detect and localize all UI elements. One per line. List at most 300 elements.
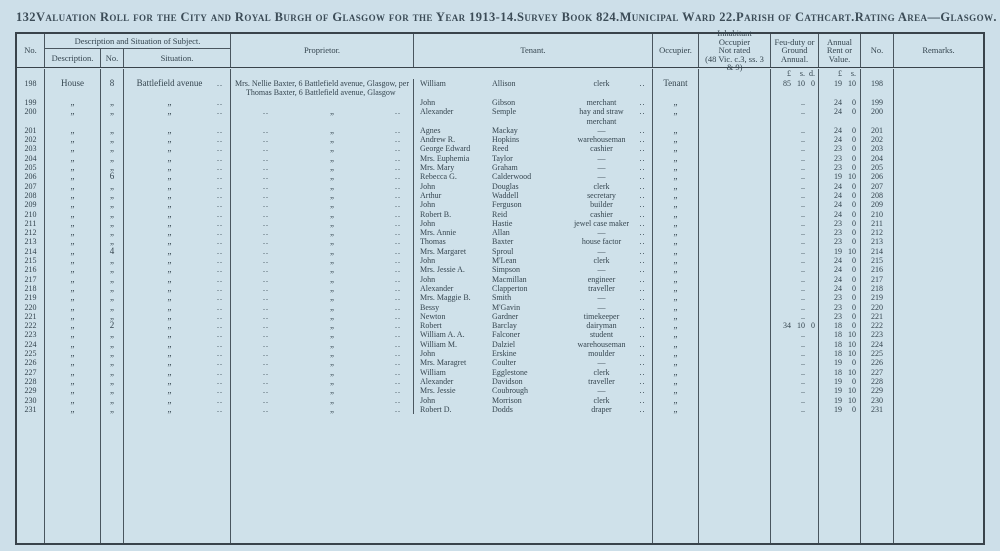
- cell-tenant-forename: Alexander: [413, 377, 490, 386]
- cell-entry-no-right: 207: [860, 182, 893, 191]
- cell-remarks: [893, 368, 983, 377]
- cell-description: „: [44, 247, 100, 256]
- cell-tenant-dots: ..: [639, 330, 646, 340]
- cell-occupier: „: [652, 303, 698, 312]
- cell-description: „: [44, 144, 100, 153]
- cell-tenant-forename: Mrs. Euphemia: [413, 154, 490, 163]
- cell-entry-no-right: 202: [860, 135, 893, 144]
- cell-annual-rent: 24 0: [818, 200, 860, 209]
- cell-tenant-surname: Egglestone: [492, 367, 528, 377]
- cell-description: „: [44, 340, 100, 349]
- cell-annual-rent: 24 0: [818, 210, 860, 219]
- cell-situation-dots: ..: [217, 144, 223, 154]
- cell-annual-rent: 19 0: [818, 358, 860, 367]
- cell-tenant-occupation: builder: [590, 200, 613, 210]
- table-row: [17, 182, 983, 191]
- cell-street-no: „: [100, 303, 123, 312]
- cell-street-no: „: [100, 396, 123, 405]
- cell-tenant-surname: Dalziel: [492, 339, 516, 349]
- page-number: 132: [16, 9, 36, 24]
- table-row: [17, 321, 983, 330]
- cell-description: „: [44, 293, 100, 302]
- cell-tenant-occupation: warehouseman: [577, 135, 626, 145]
- cell-occupier: „: [652, 126, 698, 135]
- page-header: [0, 0, 1000, 32]
- cell-situation-dots: ..: [217, 125, 223, 135]
- cell-street-no: „: [100, 405, 123, 414]
- cell-tenant-occupation: —: [597, 265, 606, 275]
- cell-tenant-forename: John: [413, 349, 490, 358]
- cell-occupier: „: [652, 228, 698, 237]
- table-row: [17, 98, 983, 107]
- cell-street-no: „: [100, 219, 123, 228]
- cell-tenant-surname: Coulter: [492, 358, 516, 368]
- cell-proprietor: .. „ ..: [230, 107, 413, 126]
- cell-tenant-occupation: merchant: [586, 98, 617, 107]
- cell-description: „: [44, 200, 100, 209]
- cell-tenant-forename: John: [413, 98, 490, 107]
- cell-entry-no-right: 198: [860, 79, 893, 98]
- cell-tenant-forename: William M.: [413, 340, 490, 349]
- cell-entry-no: 199: [24, 98, 37, 107]
- cell-proprietor: .. „ ..: [230, 293, 413, 302]
- cell-occupier: „: [652, 154, 698, 163]
- header-no-2: No.: [860, 34, 893, 67]
- cell-situation: „: [123, 312, 215, 321]
- cell-description: „: [44, 182, 100, 191]
- cell-inhabitant-occupier: [698, 182, 770, 191]
- cell-annual-rent: 24 0: [818, 107, 860, 126]
- cell-tenant-occupation: clerk: [593, 79, 610, 88]
- cell-situation: „: [123, 172, 215, 181]
- cell-tenant-dots: ..: [639, 321, 646, 331]
- cell-proprietor: .. „ ..: [230, 349, 413, 358]
- cell-entry-no: 219: [24, 293, 37, 303]
- cell-inhabitant-occupier: [698, 293, 770, 302]
- table-row: [17, 358, 983, 367]
- cell-inhabitant-occupier: [698, 247, 770, 256]
- cell-occupier: „: [652, 284, 698, 293]
- cell-tenant-forename: Mrs. Maggie B.: [413, 293, 490, 302]
- cell-tenant-forename: Mrs. Jessie: [413, 386, 490, 395]
- cell-proprietor: .. „ ..: [230, 284, 413, 293]
- cell-situation: „: [123, 349, 215, 358]
- cell-description: „: [44, 349, 100, 358]
- valuation-table: [15, 28, 985, 545]
- cell-inhabitant-occupier: [698, 330, 770, 339]
- cell-tenant-forename: John: [413, 200, 490, 209]
- cell-situation: „: [123, 144, 215, 153]
- cell-tenant-dots: ..: [639, 209, 646, 219]
- cell-occupier: „: [652, 163, 698, 172]
- cell-tenant-surname: Reed: [492, 144, 509, 154]
- cell-feu-duty: ..: [770, 237, 818, 246]
- cell-proprietor: .. „ ..: [230, 312, 413, 321]
- cell-description: „: [44, 358, 100, 367]
- cell-occupier: „: [652, 98, 698, 107]
- cell-inhabitant-occupier: [698, 265, 770, 274]
- table-header: [17, 28, 983, 73]
- cell-entry-no-right: 227: [860, 368, 893, 377]
- cell-entry-no-right: 200: [860, 107, 893, 126]
- cell-entry-no: 229: [24, 386, 37, 396]
- cell-inhabitant-occupier: [698, 200, 770, 209]
- cell-street-no: „: [100, 377, 123, 386]
- cell-tenant-surname: M'Lean: [492, 256, 517, 266]
- cell-tenant-occupation: house factor: [581, 237, 622, 247]
- cell-tenant-surname: Gardner: [492, 311, 519, 321]
- cell-tenant-dots: ..: [639, 404, 646, 414]
- cell-situation-dots: ..: [217, 274, 223, 284]
- cell-occupier: „: [652, 293, 698, 302]
- cell-feu-duty: ..: [770, 135, 818, 144]
- cell-street-no: „: [100, 163, 123, 172]
- cell-street-no: „: [100, 210, 123, 219]
- cell-tenant-occupation: —: [597, 153, 606, 163]
- cell-tenant-surname: Semple: [492, 107, 516, 117]
- cell-annual-rent: 18 10: [818, 349, 860, 358]
- cell-occupier: „: [652, 200, 698, 209]
- cell-tenant-occupation: clerk: [593, 256, 610, 266]
- cell-street-no: 8: [100, 79, 123, 98]
- cell-description: „: [44, 284, 100, 293]
- cell-annual-rent: 24 0: [818, 275, 860, 284]
- cell-entry-no-right: 209: [860, 200, 893, 209]
- cell-tenant-dots: ..: [639, 181, 646, 191]
- cell-occupier: „: [652, 368, 698, 377]
- cell-entry-no: 217: [24, 274, 37, 284]
- cell-feu-duty: ..: [770, 293, 818, 302]
- cell-description: „: [44, 135, 100, 144]
- cell-situation: „: [123, 219, 215, 228]
- cell-description: „: [44, 377, 100, 386]
- table-row: [17, 228, 983, 237]
- cell-annual-rent: 19 10: [818, 386, 860, 395]
- cell-tenant-forename: Newton: [413, 312, 490, 321]
- cell-tenant-occupation: draper: [591, 404, 612, 414]
- cell-entry-no-right: 217: [860, 275, 893, 284]
- cell-feu-duty: ..: [770, 405, 818, 414]
- cell-annual-rent: 24 0: [818, 256, 860, 265]
- cell-inhabitant-occupier: [698, 154, 770, 163]
- table-row: [17, 219, 983, 228]
- cell-situation-dots: ..: [217, 209, 223, 219]
- cell-street-no: „: [100, 200, 123, 209]
- cell-occupier: „: [652, 135, 698, 144]
- cell-description: „: [44, 303, 100, 312]
- cell-tenant-dots: ..: [639, 386, 646, 396]
- cell-tenant-occupation: —: [597, 386, 606, 396]
- cell-entry-no: 222: [24, 321, 37, 331]
- cell-feu-duty: ..: [770, 349, 818, 358]
- cell-tenant-surname: Mackay: [492, 125, 518, 135]
- cell-entry-no-right: 223: [860, 330, 893, 339]
- cell-street-no: „: [100, 312, 123, 321]
- cell-tenant-dots: ..: [639, 274, 646, 284]
- cell-entry-no-right: 231: [860, 405, 893, 414]
- cell-entry-no-right: 199: [860, 98, 893, 107]
- rent-units: £ s.: [818, 69, 860, 79]
- cell-annual-rent: 23 0: [818, 293, 860, 302]
- cell-feu-duty: ..: [770, 210, 818, 219]
- cell-tenant-forename: William: [413, 79, 490, 98]
- cell-street-no: „: [100, 98, 123, 107]
- cell-inhabitant-occupier: [698, 135, 770, 144]
- cell-remarks: [893, 172, 983, 181]
- cell-proprietor: .. „ ..: [230, 247, 413, 256]
- cell-feu-duty: ..: [770, 275, 818, 284]
- cell-tenant-forename: John: [413, 275, 490, 284]
- cell-remarks: [893, 98, 983, 107]
- cell-entry-no-right: 222: [860, 321, 893, 330]
- header-proprietor: Proprietor.: [230, 34, 413, 67]
- cell-occupier: „: [652, 210, 698, 219]
- cell-inhabitant-occupier: [698, 98, 770, 107]
- cell-feu-duty: ..: [770, 126, 818, 135]
- table-row: [17, 200, 983, 209]
- cell-annual-rent: 24 0: [818, 182, 860, 191]
- cell-entry-no-right: 215: [860, 256, 893, 265]
- header-feu-duty: Feu-duty or Ground Annual.: [770, 34, 818, 67]
- cell-street-no: „: [100, 340, 123, 349]
- cell-entry-no-right: 213: [860, 237, 893, 246]
- cell-annual-rent: 23 0: [818, 237, 860, 246]
- cell-situation: „: [123, 275, 215, 284]
- cell-situation-dots: ..: [217, 376, 223, 386]
- cell-occupier: „: [652, 340, 698, 349]
- cell-tenant-occupation: clerk: [593, 367, 610, 377]
- cell-situation-dots: ..: [217, 293, 223, 303]
- cell-description: „: [44, 210, 100, 219]
- cell-situation-dots: ..: [217, 404, 223, 414]
- cell-street-no: 4: [100, 247, 123, 256]
- cell-description: „: [44, 219, 100, 228]
- cell-description: „: [44, 163, 100, 172]
- cell-remarks: [893, 349, 983, 358]
- table-body: [17, 68, 983, 543]
- cell-situation: Battlefield avenue: [123, 79, 215, 98]
- cell-tenant-dots: ..: [639, 144, 646, 154]
- cell-remarks: [893, 377, 983, 386]
- rating-area: Rating Area—Glasgow.: [854, 9, 997, 24]
- cell-occupier: „: [652, 377, 698, 386]
- cell-annual-rent: 24 0: [818, 191, 860, 200]
- cell-tenant-occupation: —: [597, 163, 606, 173]
- cell-description: „: [44, 386, 100, 395]
- cell-situation: „: [123, 154, 215, 163]
- cell-tenant-surname: Hopkins: [492, 135, 520, 145]
- cell-tenant-dots: ..: [639, 293, 646, 303]
- cell-tenant-dots: ..: [639, 200, 646, 210]
- cell-remarks: [893, 275, 983, 284]
- cell-tenant-occupation: —: [597, 228, 606, 238]
- cell-annual-rent: 18 0: [818, 321, 860, 330]
- cell-occupier: „: [652, 107, 698, 126]
- header-remarks: Remarks.: [893, 34, 983, 67]
- cell-inhabitant-occupier: [698, 228, 770, 237]
- cell-remarks: [893, 247, 983, 256]
- cell-occupier: „: [652, 247, 698, 256]
- cell-entry-no-right: 224: [860, 340, 893, 349]
- cell-street-no: 2: [100, 321, 123, 330]
- cell-tenant-occupation: —: [597, 246, 606, 256]
- cell-inhabitant-occupier: [698, 358, 770, 367]
- cell-entry-no: 216: [24, 265, 37, 275]
- cell-inhabitant-occupier: [698, 377, 770, 386]
- cell-remarks: [893, 265, 983, 274]
- cell-tenant-surname: Waddell: [492, 190, 519, 200]
- cell-entry-no-right: 226: [860, 358, 893, 367]
- cell-situation-dots: ..: [217, 200, 223, 210]
- cell-proprietor: .. „ ..: [230, 405, 413, 414]
- cell-description: „: [44, 275, 100, 284]
- cell-street-no: „: [100, 182, 123, 191]
- cell-tenant-occupation: secretary: [587, 190, 616, 200]
- cell-situation: „: [123, 228, 215, 237]
- cell-tenant-dots: ..: [639, 311, 646, 321]
- cell-tenant-surname: Douglas: [492, 181, 519, 191]
- cell-tenant-dots: ..: [639, 339, 646, 349]
- cell-annual-rent: 23 0: [818, 144, 860, 153]
- table-row: [17, 210, 983, 219]
- cell-tenant-occupation: —: [597, 172, 606, 182]
- table-row: [17, 349, 983, 358]
- cell-entry-no: 202: [24, 135, 37, 145]
- cell-street-no: „: [100, 191, 123, 200]
- cell-feu-duty: ..: [770, 107, 818, 126]
- cell-tenant-dots: ..: [639, 98, 646, 107]
- header-occupier: Occupier.: [652, 34, 698, 67]
- cell-remarks: [893, 163, 983, 172]
- cell-annual-rent: 23 0: [818, 154, 860, 163]
- table-row: [17, 396, 983, 405]
- cell-remarks: [893, 284, 983, 293]
- table-row: [17, 163, 983, 172]
- cell-situation-dots: ..: [217, 395, 223, 405]
- cell-situation-dots: ..: [217, 181, 223, 191]
- cell-situation-dots: ..: [217, 237, 223, 247]
- cell-tenant-forename: Alexander: [413, 107, 490, 126]
- cell-tenant-surname: Clapperton: [492, 283, 528, 293]
- cell-description: „: [44, 228, 100, 237]
- cell-tenant-surname: Falconer: [492, 330, 520, 340]
- cell-tenant-dots: ..: [639, 79, 646, 88]
- cell-tenant-surname: Reid: [492, 209, 508, 219]
- cell-feu-duty: 34 10 0: [770, 321, 818, 330]
- cell-situation-dots: ..: [217, 302, 223, 312]
- cell-annual-rent: 19 0: [818, 405, 860, 414]
- cell-street-no: „: [100, 284, 123, 293]
- cell-remarks: [893, 107, 983, 126]
- cell-proprietor: [230, 79, 413, 98]
- cell-entry-no-right: 228: [860, 377, 893, 386]
- cell-description: House: [44, 79, 100, 98]
- table-row: [17, 377, 983, 386]
- cell-entry-no-right: 225: [860, 349, 893, 358]
- cell-feu-duty: ..: [770, 358, 818, 367]
- cell-remarks: [893, 396, 983, 405]
- cell-entry-no-right: 201: [860, 126, 893, 135]
- cell-remarks: [893, 135, 983, 144]
- cell-feu-duty: ..: [770, 163, 818, 172]
- cell-entry-no: 204: [24, 153, 37, 163]
- cell-tenant-dots: ..: [639, 283, 646, 293]
- cell-tenant-surname: Barclay: [492, 321, 517, 331]
- cell-situation-dots: ..: [217, 172, 223, 182]
- cell-remarks: [893, 210, 983, 219]
- table-row: [17, 330, 983, 339]
- cell-remarks: [893, 256, 983, 265]
- cell-situation: „: [123, 340, 215, 349]
- cell-situation-dots: ..: [217, 358, 223, 368]
- cell-tenant-dots: ..: [639, 163, 646, 173]
- cell-feu-duty: ..: [770, 228, 818, 237]
- cell-entry-no-right: 229: [860, 386, 893, 395]
- cell-tenant-surname: Dodds: [492, 404, 513, 414]
- cell-occupier: Tenant: [652, 79, 698, 98]
- cell-inhabitant-occupier: [698, 256, 770, 265]
- cell-proprietor: .. „ ..: [230, 135, 413, 144]
- cell-tenant-forename: Andrew R.: [413, 135, 490, 144]
- table-row: [17, 237, 983, 246]
- cell-feu-duty: ..: [770, 144, 818, 153]
- cell-proprietor: .. „ ..: [230, 126, 413, 135]
- cell-occupier: „: [652, 396, 698, 405]
- cell-tenant-surname: Baxter: [492, 237, 514, 247]
- cell-inhabitant-occupier: [698, 79, 770, 98]
- cell-entry-no: 203: [24, 144, 37, 154]
- cell-situation-dots: ..: [217, 153, 223, 163]
- cell-entry-no: 220: [24, 302, 37, 312]
- cell-tenant-forename: Mrs. Mary: [413, 163, 490, 172]
- subheader-situation: Situation.: [123, 49, 230, 67]
- cell-annual-rent: 19 10: [818, 396, 860, 405]
- cell-tenant-surname: Gibson: [492, 98, 516, 107]
- cell-proprietor: [230, 98, 413, 107]
- cell-situation: „: [123, 135, 215, 144]
- cell-tenant-dots: ..: [639, 367, 646, 377]
- table-row: [17, 135, 983, 144]
- cell-feu-duty: ..: [770, 396, 818, 405]
- cell-situation: „: [123, 386, 215, 395]
- cell-occupier: „: [652, 219, 698, 228]
- cell-tenant-occupation: jewel case maker: [573, 218, 630, 228]
- cell-situation: „: [123, 377, 215, 386]
- cell-inhabitant-occupier: [698, 219, 770, 228]
- cell-proprietor: .. „ ..: [230, 377, 413, 386]
- cell-entry-no-right: 218: [860, 284, 893, 293]
- cell-description: „: [44, 321, 100, 330]
- table-row: [17, 284, 983, 293]
- cell-description: „: [44, 237, 100, 246]
- cell-situation: „: [123, 237, 215, 246]
- cell-entry-no: 209: [24, 200, 37, 210]
- empty-filler-row: [17, 414, 983, 543]
- cell-entry-no: 210: [24, 209, 37, 219]
- cell-tenant-occupation: student: [589, 330, 614, 340]
- cell-inhabitant-occupier: [698, 284, 770, 293]
- cell-entry-no: 221: [24, 311, 37, 321]
- cell-tenant-occupation: —: [597, 125, 606, 135]
- cell-tenant-dots: ..: [639, 256, 646, 266]
- cell-feu-duty: ..: [770, 340, 818, 349]
- cell-proprietor: .. „ ..: [230, 321, 413, 330]
- cell-tenant-surname: Calderwood: [492, 172, 532, 182]
- cell-tenant-occupation: traveller: [588, 283, 615, 293]
- cell-tenant-forename: Robert: [413, 321, 490, 330]
- cell-tenant-surname: Macmillan: [492, 274, 527, 284]
- cell-tenant-surname: Hastie: [492, 218, 513, 228]
